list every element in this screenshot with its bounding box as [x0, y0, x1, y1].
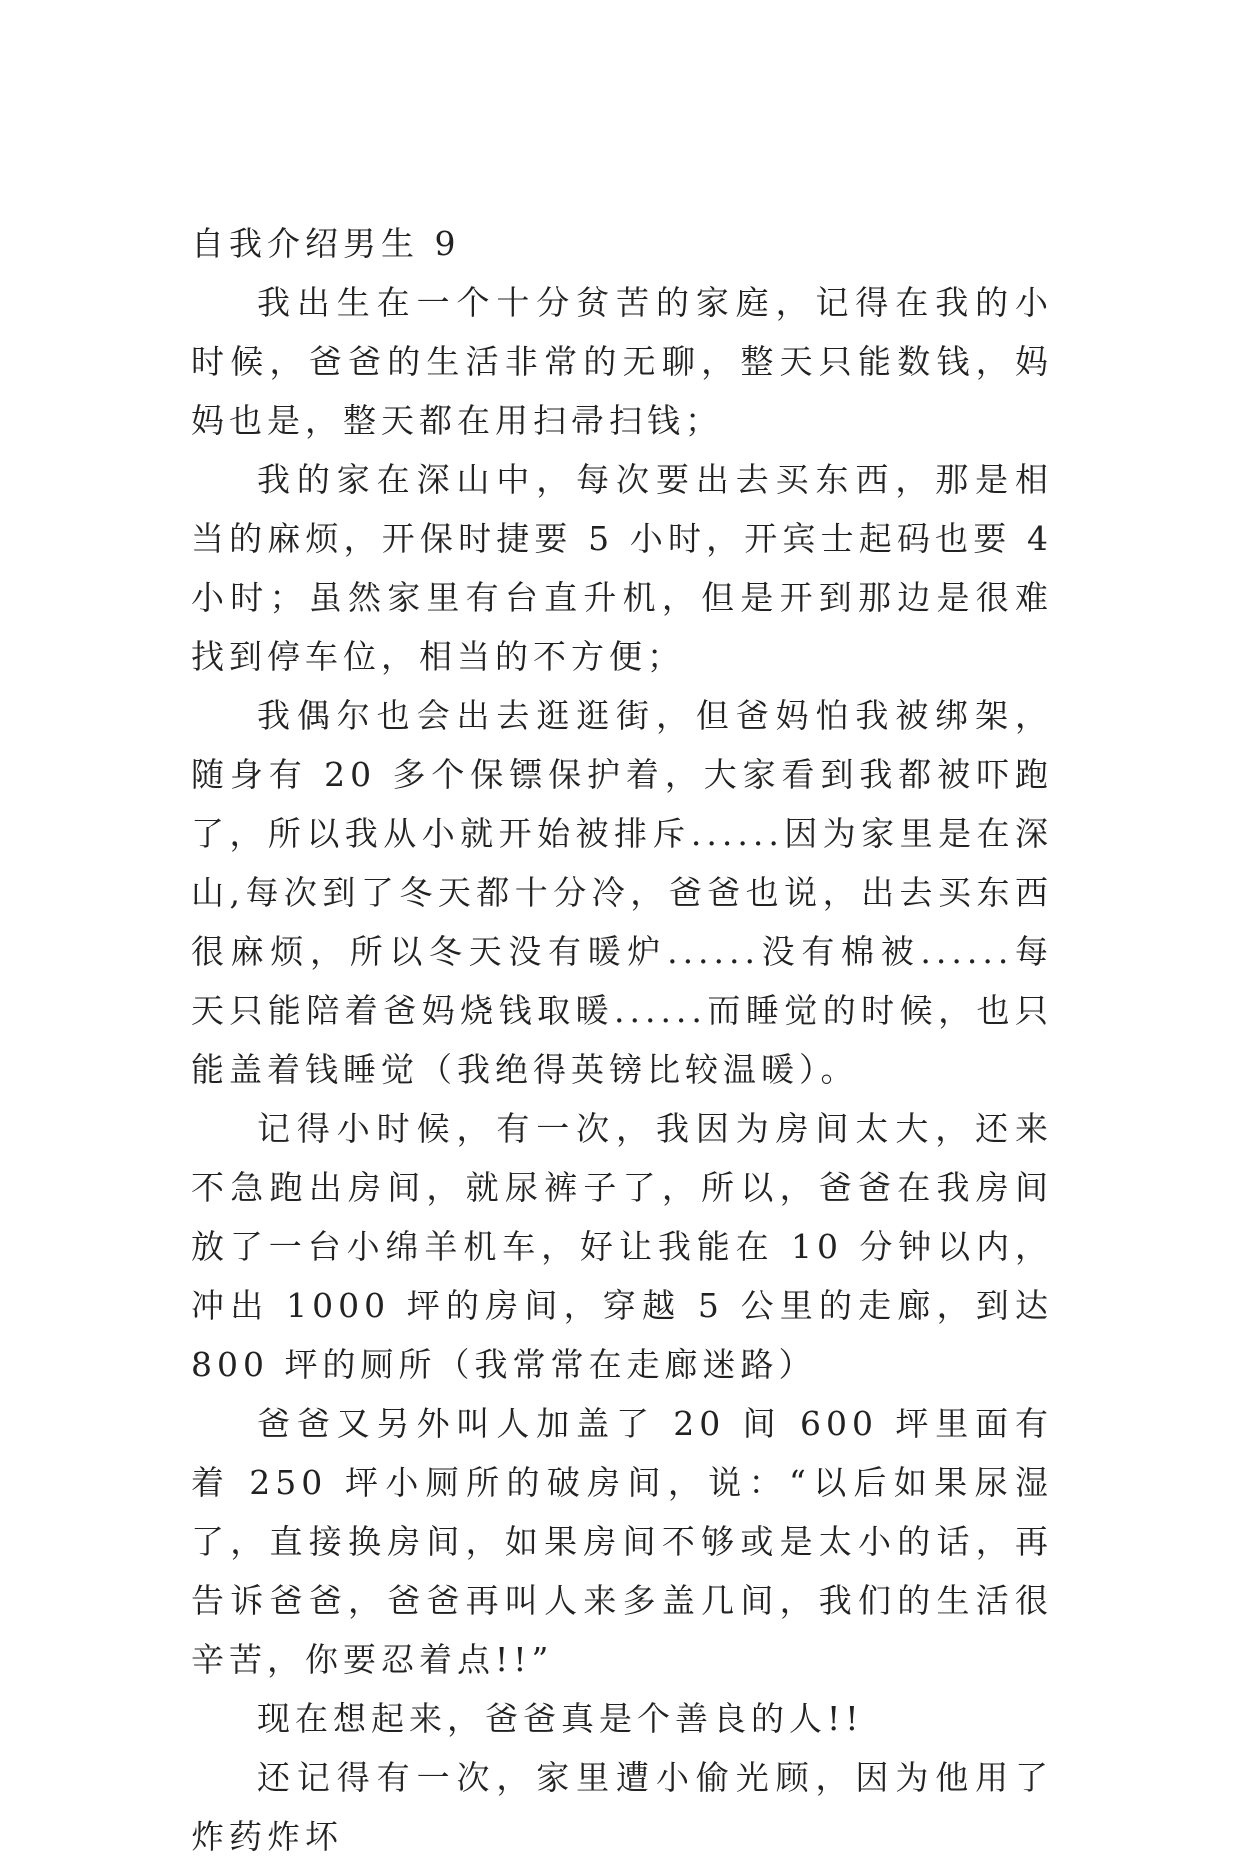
paragraph-2: 我的家在深山中，每次要出去买东西，那是相当的麻烦，开保时捷要 5 小时，开宾士起码也要 4 小时；虽然家里有台直升机，但是开到那边是很难找到停车位，相当的不方便；: [191, 460, 1053, 676]
paragraph-4: 记得小时候，有一次，我因为房间太大，还来不急跑出房间，就尿裤子了，所以，爸爸在我房间放了一台小绵羊机车，好让我能在 10 分钟以内，冲出 1000 坪的房间，穿越 5 公里的走廊，到达 800 坪的厕所（我常常在走廊迷路）: [191, 1109, 1053, 1384]
paragraph-6: 现在想起来，爸爸真是个善良的人!!: [257, 1699, 864, 1738]
paragraph-5: 爸爸又另外叫人加盖了 20 间 600 坪里面有着 250 坪小厕所的破房间，说：“以后如果尿湿了，直接换房间，如果房间不够或是太小的话，再告诉爸爸，爸爸再叫人来多盖几间，我们的生活很辛苦，你要忍着点!!”: [191, 1404, 1053, 1679]
document-title: 自我介绍男生 9: [191, 224, 461, 263]
paragraph-3: 我偶尔也会出去逛逛街，但爸妈怕我被绑架，随身有 20 多个保镖保护着，大家看到我都被吓跑了，所以我从小就开始被排斥......因为家里是在深山,每次到了冬天都十分冷，爸爸也说，出去买东西很麻烦，所以冬天没有暖炉......没有棉被......每天只能陪着爸妈烧钱取暖......而睡觉的时候，也只能盖着钱睡觉（我绝得英镑比较温暖）。: [191, 696, 1053, 1089]
document-body: [191, 214, 1053, 1866]
paragraph-1: 我出生在一个十分贫苦的家庭，记得在我的小时候，爸爸的生活非常的无聊，整天只能数钱，妈妈也是，整天都在用扫帚扫钱；: [191, 283, 1053, 440]
paragraph-7: 还记得有一次，家里遭小偷光顾，因为他用了炸药炸坏: [191, 1758, 1053, 1856]
